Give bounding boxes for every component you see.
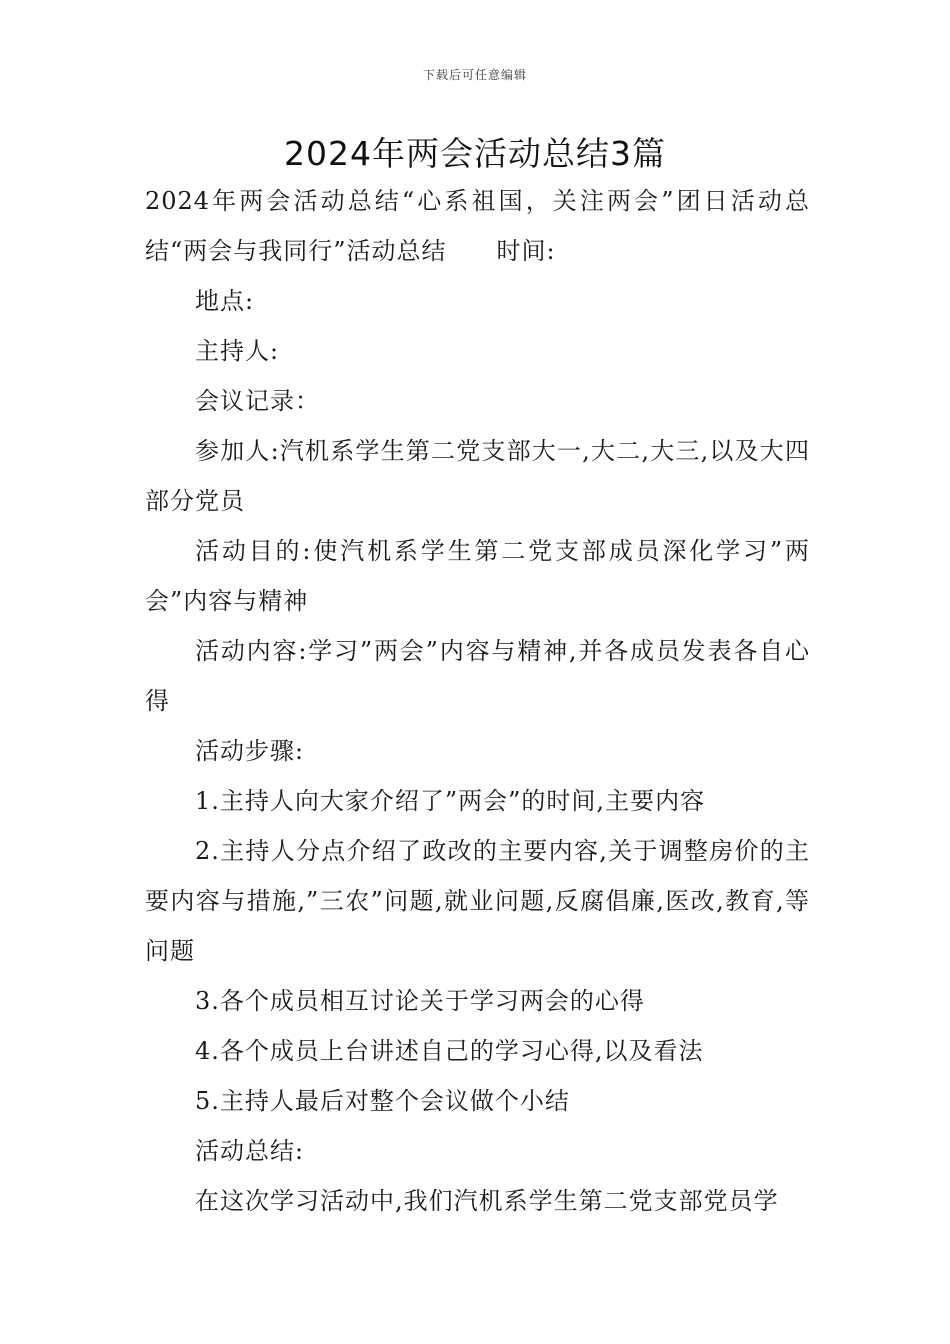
document-body (145, 176, 810, 1226)
paragraph-purpose: 活动目的:使汽机系学生第二党支部成员深化学习”两会”内容与精神 (145, 537, 810, 615)
paragraph-step-1: 1.主持人向大家介绍了”两会”的时间,主要内容 (195, 787, 706, 815)
paragraph-summary-text: 在这次学习活动中,我们汽机系学生第二党支部党员学 (195, 1187, 779, 1215)
paragraph-content: 活动内容:学习”两会”内容与精神,并各成员发表各自心得 (145, 637, 810, 715)
paragraph-step-2: 2.主持人分点介绍了政改的主要内容,关于调整房价的主要内容与措施,”三农”问题,就业问题,反腐倡廉,医改,教育,等问题 (145, 837, 810, 965)
paragraph-minutes: 会议记录： (195, 387, 320, 415)
paragraph-participants: 参加人:汽机系学生第二党支部大一,大二,大三,以及大四部分党员 (145, 437, 810, 515)
paragraph-step-4: 4.各个成员上台讲述自己的学习心得,以及看法 (195, 1037, 704, 1065)
document-title: 2024年两会活动总结3篇 (284, 134, 666, 173)
paragraph-intro: 2024年两会活动总结“心系祖国，关注两会”团日活动总结“两会与我同行”活动总结 时间: (145, 187, 810, 265)
paragraph-steps-heading: 活动步骤: (195, 737, 305, 765)
paragraph-step-5: 5.主持人最后对整个会议做个小结 (195, 1087, 570, 1115)
header-note: 下载后可任意编辑 (422, 68, 527, 82)
paragraph-step-3: 3.各个成员相互讨论关于学习两会的心得 (195, 987, 645, 1015)
paragraph-location: 地点: (195, 287, 255, 315)
paragraph-summary-heading: 活动总结: (195, 1137, 305, 1165)
paragraph-host: 主持人: (195, 337, 280, 365)
